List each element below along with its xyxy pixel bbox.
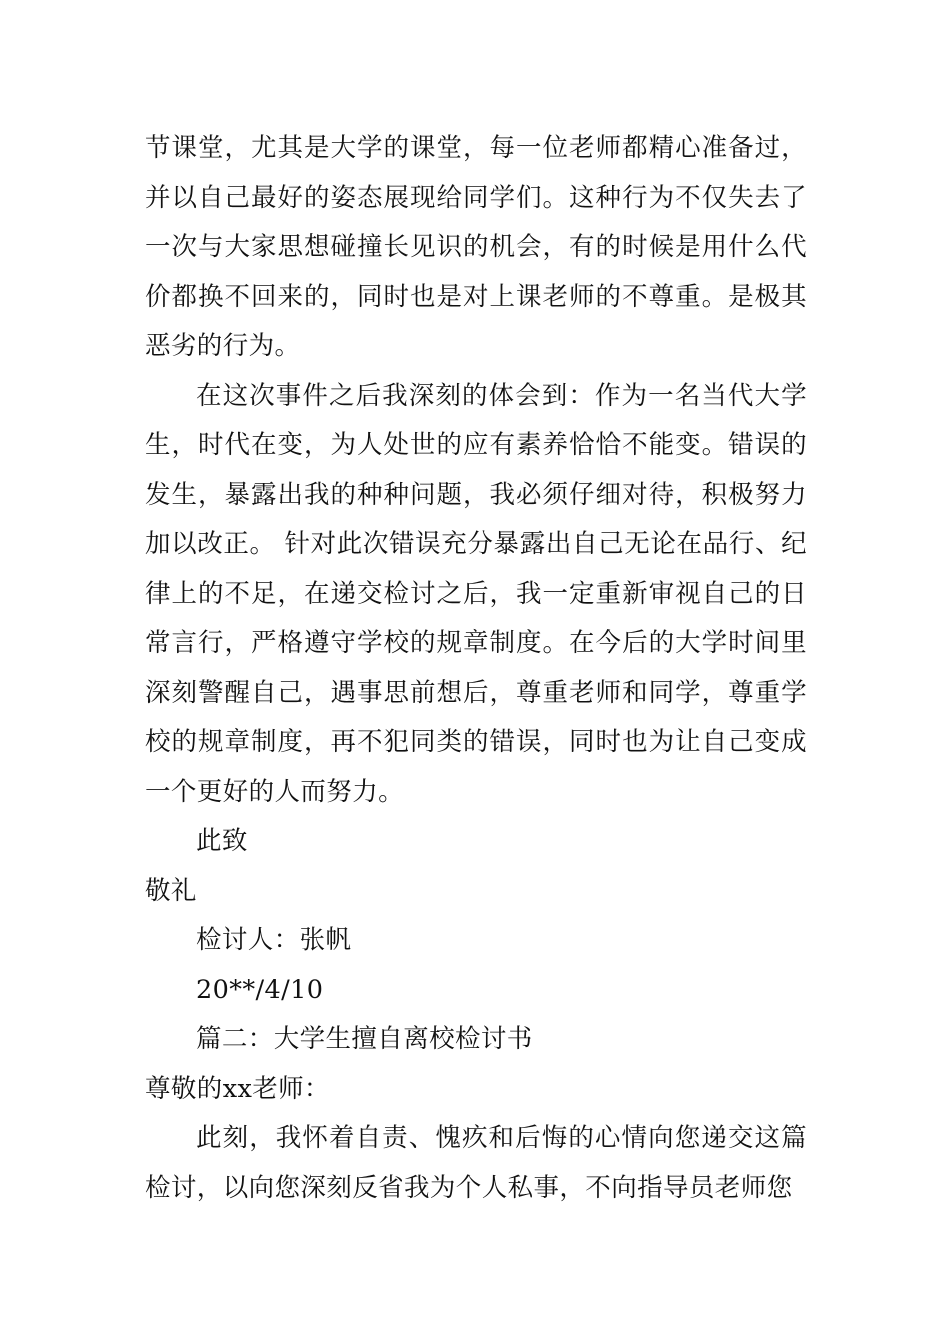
signer-line: 检讨人：张帆 [196,925,352,955]
salute-phrase: 敬礼 [145,875,197,906]
closing-phrase: 此致 [196,826,248,856]
paragraph-opening: 此刻，我怀着自责、愧疚和后悔的心情向您递交这篇检讨，以向您深刻反省我为个人私事，不向指导员老师您 [145,1123,807,1203]
paragraph-continuation: 节课堂，尤其是大学的课堂，每一位老师都精心准备过，并以自己最好的姿态展现给同学们。这种行为不仅失去了一次与大家思想碰撞长见识的机会，有的时候是用什么代价都换不回来的，同时也是对上课老师的不尊重。是极其恶劣的行为。 [145,133,807,361]
section-title: 篇二：大学生擅自离校检讨书 [196,1024,533,1054]
greeting-line: 尊敬的xx老师： [145,1073,330,1104]
paragraph-reflection: 在这次事件之后我深刻的体会到：作为一名当代大学生，时代在变，为人处世的应有素养恰恰不能变。错误的发生，暴露出我的种种问题，我必须仔细对待，积极努力加以改正。 针对此次错误充分暴露出自己无论在品行、纪律上的不足，在递交检讨之后，我一定重新审视自己的日常言行，严格遵守学校的规章制度。在今后的大学时间里深刻警醒自己，遇事思前想后，尊重老师和同学，尊重学校的规章制度，再不犯同类的错误，同时也为让自己变成一个更好的人而努力。 [145,380,807,807]
document-body [145,124,807,1213]
date-line: 20**/4/10 [196,974,324,1005]
